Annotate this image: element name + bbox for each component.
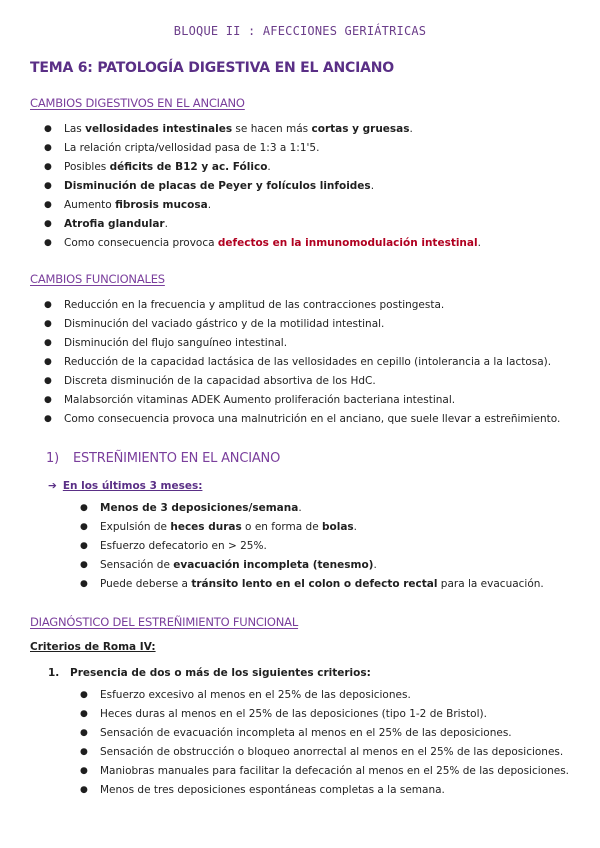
list-item: ● Como consecuencia provoca una malnutrición en el anciano, que suele llevar a estreñimiento.: [64, 410, 560, 429]
list-item: ● Como consecuencia provoca defectos en la inmunomodulación intestinal.: [64, 234, 481, 253]
list-item: ● Reducción de la capacidad lactásica de las vellosidades en cepillo (intolerancia a la lactosa).: [64, 353, 560, 372]
list-item: ● Disminución del vaciado gástrico y de la motilidad intestinal.: [64, 315, 560, 334]
list-item: ● Posibles déficits de B12 y ac. Fólico.: [64, 158, 481, 177]
list-item: ● Reducción en la frecuencia y amplitud de las contracciones postingesta.: [64, 296, 560, 315]
list-item: ● Expulsión de heces duras o en forma de bolas.: [100, 518, 544, 537]
bullet-icon: ●: [44, 200, 52, 210]
bullet-icon: ●: [80, 728, 88, 738]
list-item: ● Sensación de evacuación incompleta (tenesmo).: [100, 556, 544, 575]
bullet-icon: ●: [80, 503, 88, 513]
list-item: ● Malabsorción vitaminas ADEK Aumento proliferación bacteriana intestinal.: [64, 391, 560, 410]
document-header: BLOQUE II : AFECCIONES GERIÁTRICAS: [173, 24, 427, 38]
list-item: ● Atrofia glandular.: [64, 215, 481, 234]
bullet-icon: ●: [80, 766, 88, 776]
list-item: ● Disminución del flujo sanguíneo intestinal.: [64, 334, 560, 353]
bullet-icon: ●: [44, 219, 52, 229]
list-item: ● Esfuerzo defecatorio en > 25%.: [100, 537, 544, 556]
bullet-icon: ●: [80, 709, 88, 719]
list-item: ● Maniobras manuales para facilitar la defecación al menos en el 25% de las deposiciones.: [100, 762, 570, 781]
bullet-icon: ●: [80, 747, 88, 757]
topic-title: TEMA 6: PATOLOGÍA DIGESTIVA EN EL ANCIANO: [30, 60, 394, 76]
bullet-icon: ●: [44, 300, 52, 310]
bullet-icon: ●: [80, 785, 88, 795]
section-heading-diagnosis: DIAGNÓSTICO DEL ESTREÑIMIENTO FUNCIONAL: [30, 615, 299, 629]
bullet-icon: ●: [44, 357, 52, 367]
list-item: ● Sensación de evacuación incompleta al menos en el 25% de las deposiciones.: [100, 724, 570, 743]
criteria-title: Criterios de Roma IV:: [30, 641, 156, 653]
bullet-icon: ●: [44, 143, 52, 153]
list-item: ● Menos de tres deposiciones espontáneas completas a la semana.: [100, 781, 570, 800]
arrow-right-icon: ➔: [48, 480, 57, 492]
bullet-icon: ●: [44, 181, 52, 191]
bullet-icon: ●: [44, 124, 52, 134]
bullet-icon: ●: [44, 376, 52, 386]
bullet-icon: ●: [44, 414, 52, 424]
section-heading-digestive-changes: CAMBIOS DIGESTIVOS EN EL ANCIANO: [30, 96, 245, 110]
list-item: ● Disminución de placas de Peyer y folículos linfoides.: [64, 177, 481, 196]
list-item: ● Las vellosidades intestinales se hacen más cortas y gruesas.: [64, 120, 481, 139]
subheading-last-3-months: ➔ En los últimos 3 meses:: [48, 480, 203, 492]
numbered-criterion: 1. Presencia de dos o más de los siguientes criterios:: [48, 667, 371, 679]
functional-changes-list: [44, 296, 561, 429]
bullet-icon: ●: [80, 579, 88, 589]
bullet-icon: ●: [80, 690, 88, 700]
bullet-icon: ●: [44, 319, 52, 329]
digestive-changes-list: [44, 120, 481, 253]
bullet-icon: ●: [80, 560, 88, 570]
bullet-icon: ●: [80, 522, 88, 532]
bullet-icon: ●: [44, 162, 52, 172]
bullet-icon: ●: [44, 238, 52, 248]
list-item: ● Discreta disminución de la capacidad absortiva de los HdC.: [64, 372, 560, 391]
bullet-icon: ●: [44, 338, 52, 348]
rome-iv-criteria-list: [80, 686, 570, 800]
list-item: ● Heces duras al menos en el 25% de las deposiciones (tipo 1-2 de Bristol).: [100, 705, 570, 724]
bullet-icon: ●: [44, 395, 52, 405]
list-item: ● La relación cripta/vellosidad pasa de 1:3 a 1:1'5.: [64, 139, 481, 158]
list-item: ● Aumento fibrosis mucosa.: [64, 196, 481, 215]
list-item: ● Esfuerzo excesivo al menos en el 25% de las deposiciones.: [100, 686, 570, 705]
bullet-icon: ●: [80, 541, 88, 551]
list-item: ● Puede deberse a tránsito lento en el colon o defecto rectal para la evacuación.: [100, 575, 544, 594]
list-item: ● Sensación de obstrucción o bloqueo anorrectal al menos en el 25% de las deposiciones.: [100, 743, 570, 762]
list-item: ● Menos de 3 deposiciones/semana.: [100, 499, 544, 518]
constipation-criteria-list: [80, 499, 544, 594]
section-heading-functional-changes: CAMBIOS FUNCIONALES: [30, 272, 165, 286]
section-heading-constipation: 1) ESTREÑIMIENTO EN EL ANCIANO: [46, 451, 281, 466]
